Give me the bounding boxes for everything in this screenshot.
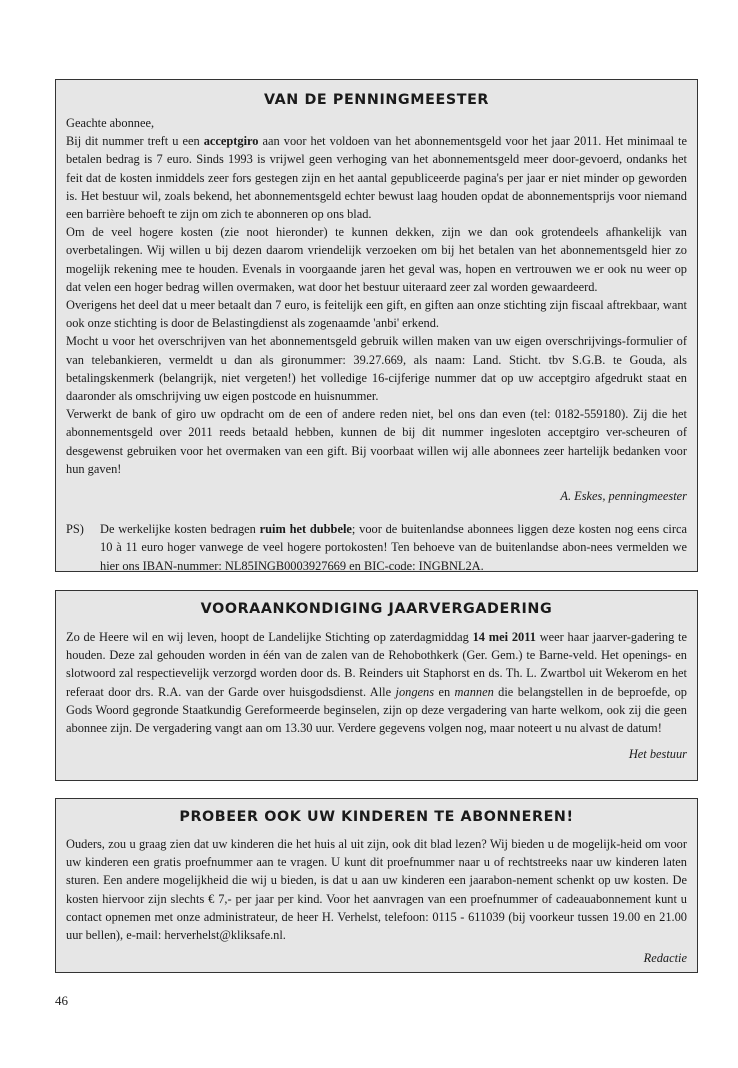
bold-ruim-het-dubbele: ruim het dubbele [259, 522, 352, 537]
paragraph-acceptgiro: Bij dit nummer treft u een acceptgiro aan voor het voldoen van het abonnementsgeld voor het jaar 2011. Het minimaal te betalen bedrag is 7 euro. Sinds 1993 is vrijwel geen verhoging van het abonnementsgeld meer door-gevoerd, ondanks het feit dat de kosten inmiddels zeer fors gestegen zijn en het aantal gepubliceerde pagina's per jaar er niet minder op geworden is. Het bestuur wil, zoals bekend, het abonnementsgeld echter bewust laag houden opdat de abonnementsprijs voor niemand een barrière behoeft te zijn om zich te abonneren op ons blad. [66, 134, 687, 222]
signature: Het bestuur [628, 747, 687, 762]
ps-text: De werkelijke kosten bedragen ruim het dubbele; voor de buitenlandse abonnees liggen deze kosten nog eens circa 10 à 11 euro hoger vanwege de veel hogere portokosten! Ten behoeve van de buitenlandse abon-nees vermelden we hier ons IBAN-nummer: NL85INGB0003927669 en BIC-code: INGBNL2A. [100, 522, 687, 573]
italic-jongens: jongens [395, 684, 435, 699]
paragraph-proefnummer: Ouders, zou u graag zien dat uw kinderen die het huis al uit zijn, ook dit blad lezen? Wij bieden u de mogelijk-heid om voor uw kinderen een gratis proefnummer aan te vragen. U kunt dit proefnummer naar u of rechtstreeks naar uw kinderen laten sturen. Een andere mogelijkheid die wij u bieden, is dat u aan uw kinderen een jaarabon-nement schenkt op uw kosten. De kosten hiervoor zijn slechts € 7,- per jaar per kind. Voor het aanvragen van een proefnummer of cadeauabonnement kunt u contact opnemen met onze administrateur, de heer H. Verhelst, telefoon: 0115 - 611039 (bij voorkeur tussen 19.00 en 21.00 uur bellen), e-mail: herverhelst@kliksafe.nl. [66, 837, 687, 943]
italic-mannen: mannen [454, 684, 494, 699]
section-kinderen-abonneren [55, 798, 698, 973]
signature: A. Eskes, penningmeester [560, 489, 687, 504]
paragraph-gift: Overigens het deel dat u meer betaalt dan 7 euro, is feitelijk een gift, en giften aan onze stichting zijn fiscaal aftrekbaar, want ook onze stichting is door de Belastingdienst als zogenaamde 'anbi' erkend. [66, 298, 687, 331]
section-penningmeester [55, 79, 698, 572]
paragraph-announcement: Zo de Heere wil en wij leven, hoopt de Landelijke Stichting op zaterdagmiddag 14 mei 2011 weer haar jaarver-gadering te houden. Deze zal gehouden worden in één van de zalen van de Rehobothkerk (Ger. Gem.) te Barne-veld. Het openings- en slotwoord zal respectievelijk verzorgd worden door ds. B. Reinders uit Staphorst en ds. Th. L. Zwartbol uit Wekerom en het referaat door drs. R.A. van der Garde over huisgodsdienst. Alle jongens en mannen die belangstellen in de beproefde, op Gods Woord gegronde Staatkundig Gereformeerde beginselen, zijn op deze vergadering van harte welkom, ook zij die geen abonnee zijn. De vergadering vangt aan om 13.30 uur. Verdere gegevens volgen nog, maar noteert u nu alvast de datum! [66, 630, 688, 736]
page-number: 46 [55, 993, 68, 1008]
signature: Redactie [643, 951, 687, 966]
ps-label: PS) [66, 522, 84, 537]
section-title: PROBEER OOK UW KINDEREN TE ABONNEREN! [179, 809, 574, 825]
bold-acceptgiro: acceptgiro [203, 134, 259, 149]
paragraph-overbetalingen: Om de veel hogere kosten (zie noot hieronder) te kunnen dekken, zijn we dan ook grotendeels afhankelijk van overbetalingen. Wij willen u bij dezen daarom vriendelijk verzoeken om bij het betalen van het abonnementsgeld hier zo mogelijk rekening mee te houden. Evenals in voorgaande jaren het geval was, hopen en vertrouwen we er ook nu weer op dat velen een hoger bedrag willen overmaken, wat door het bestuur uiteraard zeer zal worden gewaardeerd. [66, 225, 687, 294]
section-title: VAN DE PENNINGMEESTER [263, 92, 490, 108]
salutation: Geachte abonnee, [66, 116, 155, 130]
paragraph-overschrijven: Mocht u voor het overschrijven van het abonnementsgeld gebruik willen maken van uw eigen overschrijvings-formulier of van telebankieren, vermeldt u dan als gironummer: 39.27.669, als naam: Land. Sticht. tbv S.G.B. te Gouda, als betalingskenmerk (belangrijk, niet vergeten!) het volledige 16-cijferige nummer dat op uw acceptgiro afgedrukt staat en daaronder als omschrijving uw eigen postcode en huisnummer. [66, 334, 687, 404]
section-title: VOORAANKONDIGING JAARVERGADERING [200, 601, 553, 617]
postscript [66, 520, 687, 575]
paragraph-bank: Verwerkt de bank of giro uw opdracht om de een of andere reden niet, bel ons dan even (tel: 0182-559180). Zij die het abonnementsgeld over 2011 reeds betaald hebben, kunnen de bij dit nummer ingesloten acceptgiro ver-scheuren of desgewenst gebruiken voor het overmaken van een gift. Bij voorbaat willen wij alle abonnees zeer hartelijk bedanken voor hun gaven! [66, 407, 687, 476]
bold-date: 14 mei 2011 [472, 630, 536, 644]
section-jaarvergadering [55, 590, 698, 781]
